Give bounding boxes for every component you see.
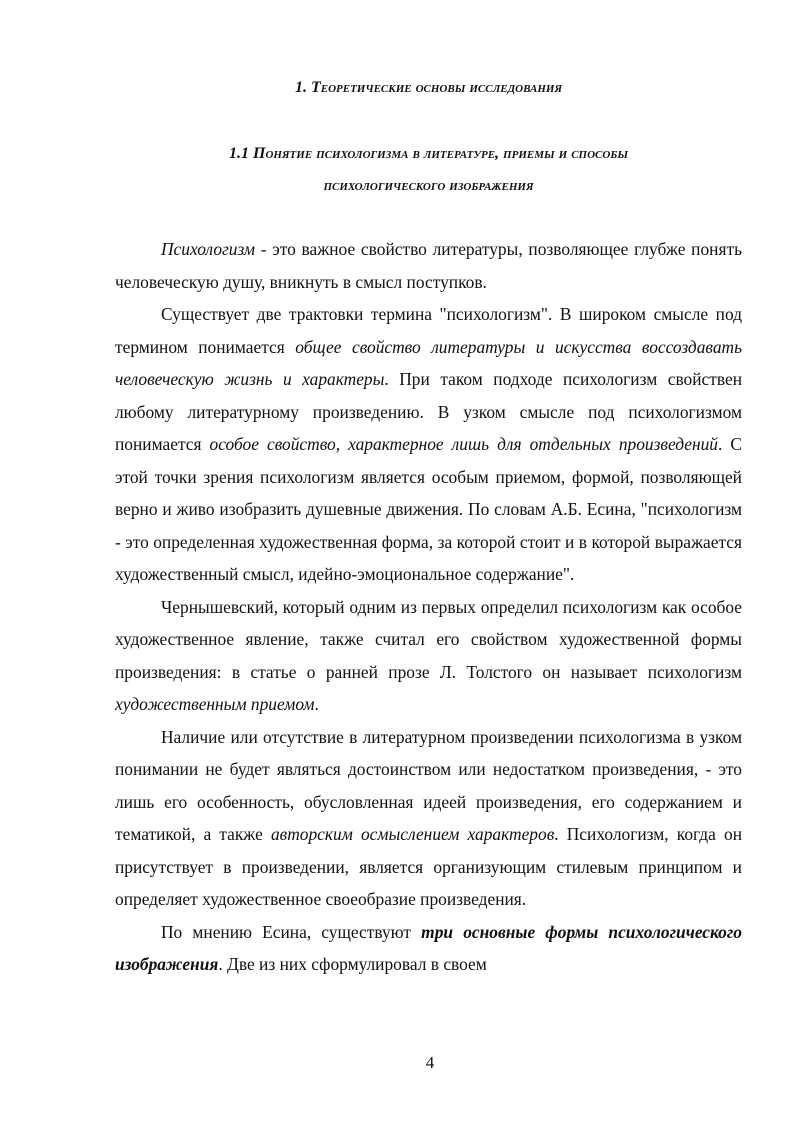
paragraph-4-text-b: . Психологизм, когда он присутствует в произведении, является организующим стилевым принципом и определяет художественное своеобразие произведения. [115,824,743,909]
paragraph-2-emphasis-b: особое свойство, характерное лишь для отдельных произведений [209,434,718,454]
paragraph-3-text-b: . [314,694,319,714]
paragraph-2-text-a: Существует две трактовки термина "психологизм". В широком смысле под термином понимается [115,304,742,357]
paragraph-5-text-a: По мнению Есина, существуют [161,921,422,942]
paragraph-1-text: - это важное свойство литературы, позволяющее глубже понять человеческую душу, вникнуть в смысл поступков. [115,239,742,292]
term-psychologism: Психологизм [161,239,255,259]
paragraph-5-strong: три основные формы психологического изображения [115,921,742,974]
paragraph-3 [115,591,742,721]
paragraph-5 [115,916,742,981]
chapter-heading: 1. Теоретические основы исследования [294,79,563,96]
paragraph-2-text-c: . С этой точки зрения психологизм является особым приемом, формой, позволяющей верно и живо изобразить душевные движения. По словам А.Б. Есина, "психологизм - это определенная художественная форма, за которой стоит и в которой выражается художественный смысл, идейно-эмоциональное содержание". [115,434,742,584]
paragraph-4-emphasis: авторским осмыслением характеров [270,824,555,844]
paragraph-3-emphasis: художественным приемом [115,694,315,714]
section-heading-line1: 1.1 Понятие психологизма в литературе, приемы и способы [229,145,628,162]
paragraph-3-text-a: Чернышевский, который одним из первых определил психологизм как особое художественное явление, также считал его свойством художественной формы произведения: в статье о ранней прозе Л. Толстого он называет психологизм [115,596,742,682]
paragraph-2-emphasis-a: общее свойство литературы и искусства воссоздавать человеческую жизнь и характеры [115,336,743,389]
paragraph-2 [115,298,742,591]
paragraph-4-text-a: Наличие или отсутствие в литературном произведении психологизма в узком понимании не будет являться достоинством или недостатком произведения, - это лишь его особенность, обусловленная идеей произведения, его содержанием и тематикой, а также [115,726,742,844]
page-number: 4 [425,1053,435,1072]
paragraph-1 [115,233,742,298]
section-heading [115,138,742,202]
paragraph-2-text-b: . При таком подходе психологизм свойствен любому литературному произведению. В узком смысле под психологизмом понимается [115,369,742,454]
paragraph-4 [115,721,742,916]
body-text [115,233,742,981]
paragraph-5-text-b: . Две из них сформулировал в своем [218,954,487,974]
section-heading-line2: психологического изображения [323,177,534,194]
